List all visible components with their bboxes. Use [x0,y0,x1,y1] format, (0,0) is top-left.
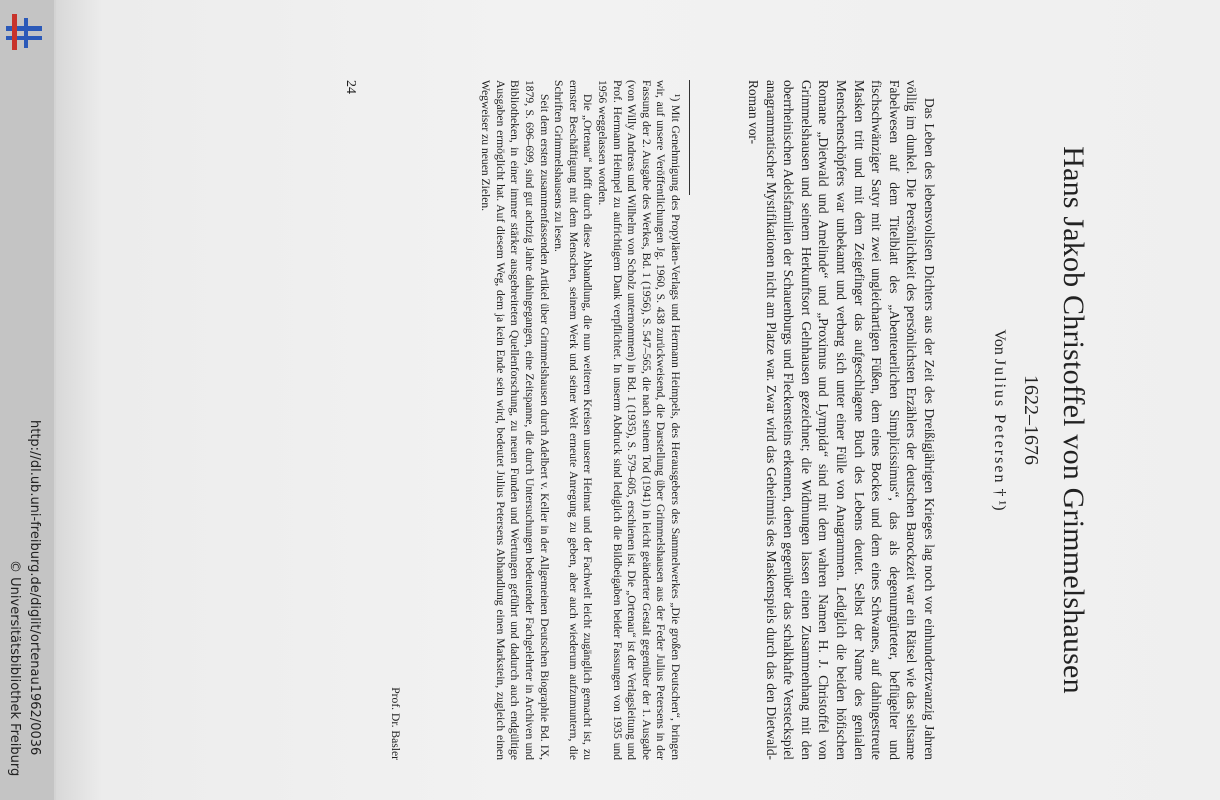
footnote-paragraph: ¹) Mit Genehmigung des Propyläen-Verlags und Hermann Heimpels, des Herausgebers des Sammelwerkes „Die großen Deutschen“, bringen wir, auf unsere Veröffentlichungen Jg. 1960, S. 438 zurückweisend, die Darstellung über Grimmelshausen aus der Feder Julius Petersens in der Fassung der 2. Ausgabe des Werkes, Bd. 1 (1956), S. 547–565, die nach seinem Tod (1941) in leicht geänderter Gestalt gegenüber der 1. Ausgabe (von Willy Andreas und Wilhelm von Scholz unternommen) in Bd. 1 (1935), S. 579–605, erschienen ist. Die „Ortenau“ ist der Verlagsleitung und Prof. Hermann Heimpel zu aufrichtigem Dank verpflichtet. In unserm Abdruck sind lediglich die Bildbeigaben beider Fassungen von 1935 und 1956 weggelassen worden. [596,80,682,760]
body-paragraph: Das Leben des lebensvollsten Dichters aus der Zeit des Dreißigjährigen Krieges lag noch vor einhundertzwanzig Jahren völlig im dunkel. Die Persönlichkeit des persönlichsten Erzählers der deutschen Barockzeit war ein Rätsel wie das seltsame Fabelwesen auf dem Titelblatt des „Abenteuerlichen Simplicissimus“, das als degenumgürteter, beflügelter und fischschwänziger Satyr mit zwei ungleichartigen Füßen, dem eines Bockes und dem eines Schwanes, auf dahingestreute Masken tritt und mit dem Zeigefinger das aufgeschlagene Buch des Lebens deutet. Selbst der Name des genialen Menschenschöpfers war unbekannt und verbarg sich unter einer Fülle von Anagrammen. Lediglich die beiden höfischen Romane „Dietwald und Amelinde“ und „Proximus und Lympida“ sind mit dem wahren Namen H. J. Christoffel von Grimmelshausen und seinem Herkunftsort Gelnhausen gezeichnet; die Widmungen lassen einen Zusammenhang mit den oberrheinischen Adelsfamilien der Schauenburgs und Fleckensteins erkennen, denen gegenüber das schalkhafte Versteckspiel anagrammatischer Mystifikationen nicht am Platze war. Zwar wird das Geheimnis des Maskenspiels durch das den Dietwald-Roman vor- [746,80,937,760]
footnotes [478,80,682,760]
footnote-divider [689,80,690,195]
author-suffix: † ¹) [991,488,1008,511]
article-title: Hans Jakob Christoffel von Grimmelshausen [1057,146,1090,694]
credit-url[interactable]: http://dl.ub.uni-freiburg.de/diglit/ortenau1962/0036 [27,420,42,756]
footnote-signature: Prof. Dr. Basler [389,687,402,760]
article-years: 1622–1676 [1020,375,1042,465]
author-prefix: Von [991,329,1008,355]
scanned-page [56,0,1220,800]
footnote-paragraph: Seit dem ersten zusammenfassenden Artikel über Grimmelshausen durch Adelbert v. Keller in der Allgemeinen Deutschen Biographie Bd. IX, 1879, S. 696–699, sind gut achtzig Jahre dahingegangen, eine Zeitspanne, die durch Untersuchungen bedeutender Fachgelehrter in Archiven und Bibliotheken, in einer immer stärker ausgebreiteten Quellenforschung, zu neuen Funden und Wertungen geführt und dadurch auch endgültige Ausgaben ermöglicht hat. Auf diesem Weg, dem ja kein Ende sein wird, bedeutet Julius Petersens Abhandlung einen Markstein, zugleich einen Wegweiser zu neuen Zielen. [479,80,551,760]
sidebar-strip [0,0,54,800]
page-number: 24 [343,80,358,94]
credit-text [0,0,54,800]
body-text [744,80,938,760]
rotated-page-content [60,80,1090,760]
author-name: Julius Petersen [991,358,1008,485]
credit-copyright: © Universitätsbibliothek Freiburg [7,560,22,777]
footnote-paragraph: Die „Ortenau“ hofft durch diese Abhandlung, die nun weiteren Kreisen unserer Heimat und der Fachwelt leicht zugänglich gemacht ist, zu ernster Beschäftigung mit dem Menschen, seinem Werk und seiner Welt erneute Anregung zu geben, aber auch wiederum aufzumuntern, die Schriften Grimmelshausens zu lesen. [552,80,595,760]
article-author [990,80,1008,760]
